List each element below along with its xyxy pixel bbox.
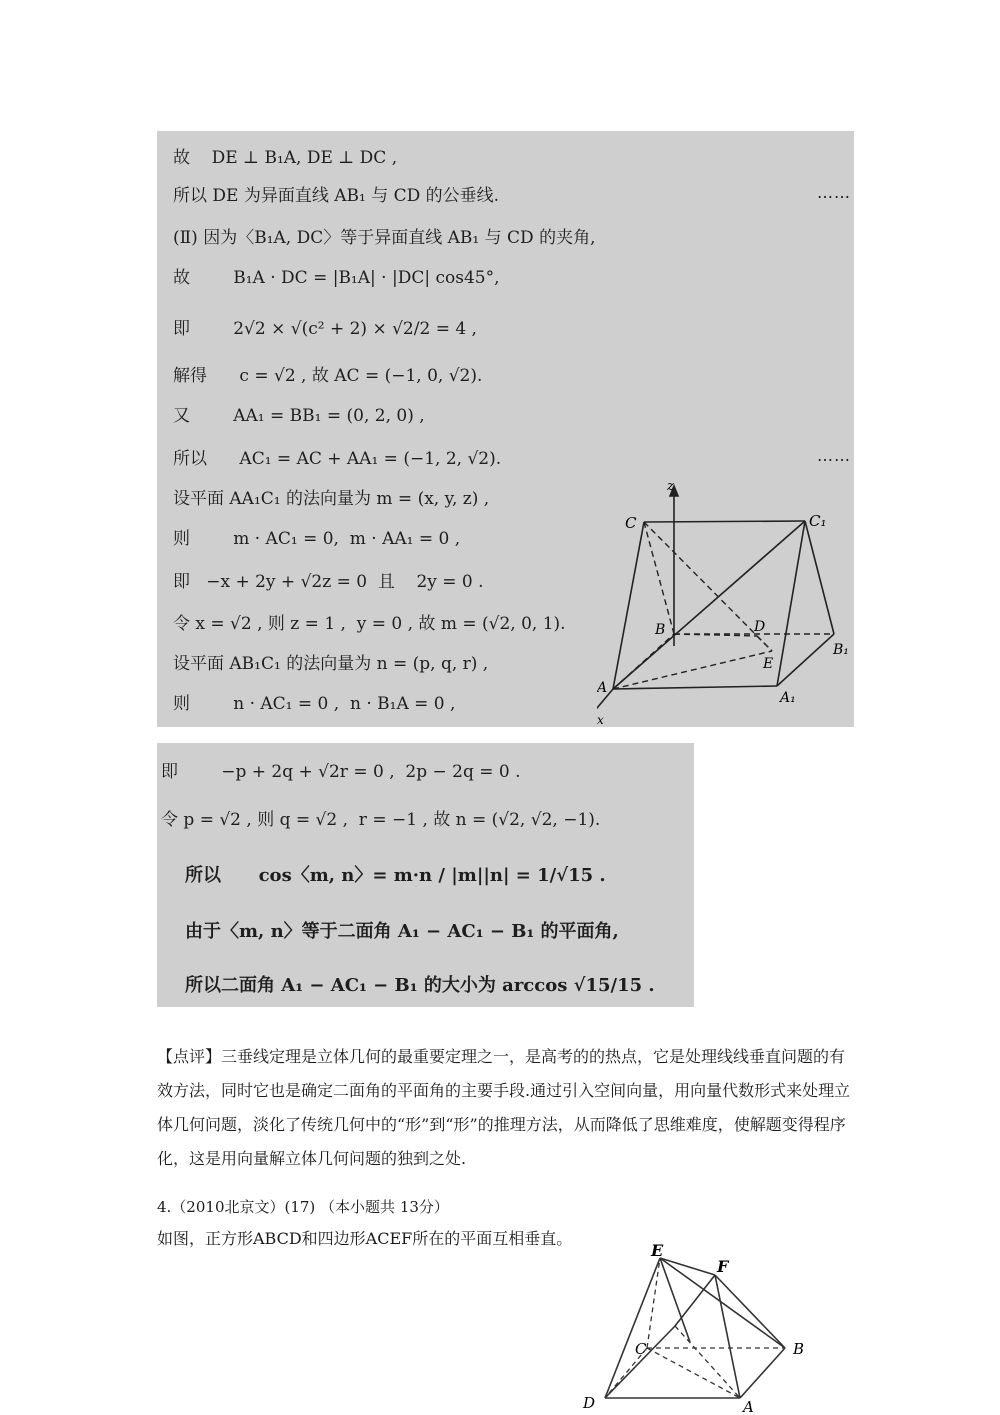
label-d: D xyxy=(583,1394,596,1412)
solution-line: (Ⅱ) 因为〈B₁A, DC〉等于异面直线 AB₁ 与 CD 的夹角, xyxy=(173,228,596,248)
label-a1: A₁ xyxy=(780,690,796,706)
solution-line: 即 2√2 × √(c² + 2) × √2/2 = 4 , xyxy=(173,319,477,339)
solution-line: 故 B₁A · DC = |B₁A| · |DC| cos45°, xyxy=(173,268,500,288)
solution-line: 则 m · AC₁ = 0, m · AA₁ = 0 , xyxy=(173,529,461,549)
solution-line: 解得 c = √2 , 故 AC = (−1, 0, √2). xyxy=(173,366,483,386)
solution-line: 所以 cos〈m, n〉= m·n / |m||n| = 1/√15 . xyxy=(185,865,606,886)
prism-figure xyxy=(597,476,852,726)
solution-line: 令 p = √2 , 则 q = √2 , r = −1 , 故 n = (√2, √2, −1). xyxy=(161,810,601,830)
solution-line: 又 AA₁ = BB₁ = (0, 2, 0) , xyxy=(173,406,425,426)
solution-line: 所以 DE 为异面直线 AB₁ 与 CD 的公垂线. xyxy=(173,186,500,206)
label-x: x xyxy=(597,713,604,726)
label-a: A xyxy=(597,680,608,696)
solution-line: 设平面 AA₁C₁ 的法向量为 m = (x, y, z) , xyxy=(173,489,490,509)
label-a: A xyxy=(743,1398,754,1415)
label-f: F xyxy=(717,1257,729,1276)
solution-line: 即 −p + 2q + √2r = 0 , 2p − 2q = 0 . xyxy=(161,762,521,782)
label-e: E xyxy=(763,656,774,672)
solution-line: 故 DE ⊥ B₁A, DE ⊥ DC , xyxy=(173,148,398,168)
question-body: 如图，正方形ABCD和四边形ACEF所在的平面互相垂直。 xyxy=(157,1229,573,1248)
solution-line: 由于〈m, n〉等于二面角 A₁ − AC₁ − B₁ 的平面角, xyxy=(185,921,619,942)
label-b: B xyxy=(793,1340,805,1358)
square-quadrilateral-figure xyxy=(575,1240,835,1415)
solution-line: 则 n · AC₁ = 0 , n · B₁A = 0 , xyxy=(173,694,456,714)
label-c: C xyxy=(625,514,637,532)
scanned-solution-part-2 xyxy=(157,743,694,1007)
solution-line: 所以 AC₁ = AC + AA₁ = (−1, 2, √2). xyxy=(173,449,502,469)
solution-line: 设平面 AB₁C₁ 的法向量为 n = (p, q, r) , xyxy=(173,654,489,674)
label-c1: C₁ xyxy=(809,512,827,530)
label-b1: B₁ xyxy=(833,642,849,658)
label-c: C xyxy=(635,1340,647,1358)
question-title: 4.（2010北京文）(17) （本小题共 13分） xyxy=(157,1198,449,1216)
solution-line: 即 −x + 2y + √2z = 0 且 2y = 0 . xyxy=(173,572,484,592)
label-z: z xyxy=(667,479,674,494)
label-b: B xyxy=(655,622,666,638)
comment-paragraph: 【点评】三垂线定理是立体几何的最重要定理之一，是高考的的热点，它是处理线线垂直问题的有效方法，同时它也是确定二面角的平面角的主要手段.通过引入空间向量，用向量代数形式来处理立体几何问题，淡化了传统几何中的“形”到“形”的推理方法，从而降低了思维难度，使解题变得程序化，这是用向量解立体几何问题的独到之处. xyxy=(157,1047,851,1168)
solution-line: 令 x = √2 , 则 z = 1 , y = 0 , 故 m = (√2, 0, 1). xyxy=(173,614,566,634)
label-e: E xyxy=(651,1241,664,1260)
solution-line: 所以二面角 A₁ − AC₁ − B₁ 的大小为 arccos √15/15 . xyxy=(185,975,655,996)
label-d: D xyxy=(754,619,766,635)
scanned-solution-part-1 xyxy=(157,131,854,727)
score-dots: …… xyxy=(817,446,851,465)
score-dots: …… xyxy=(817,183,851,202)
